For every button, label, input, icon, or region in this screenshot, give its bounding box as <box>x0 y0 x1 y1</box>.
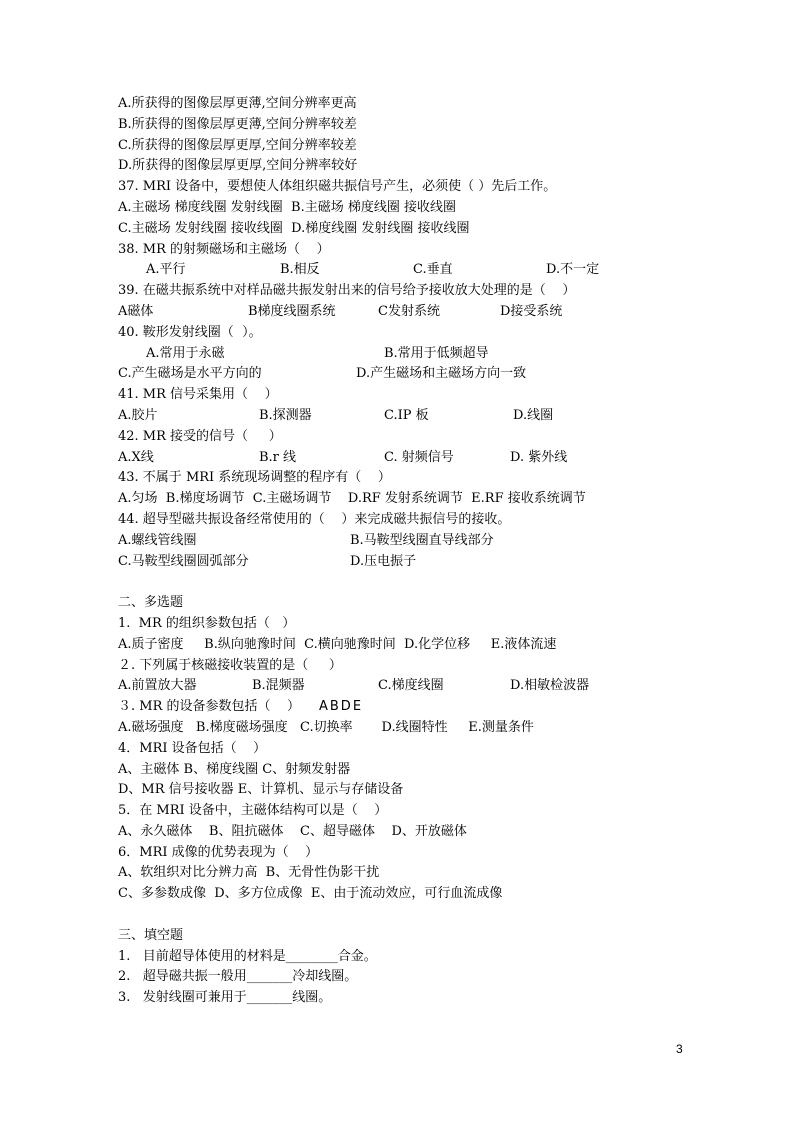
option-line: A.所获得的图像层厚更薄,空间分辨率更高 <box>118 96 357 111</box>
option-b: B.常用于低频超导 <box>384 345 489 361</box>
option-b: B.r 线 <box>259 449 297 465</box>
option-a: A.胶片 <box>118 407 158 423</box>
multi-question-3-options: A.磁场强度 B.梯度磁场强度 C.切换率 D.线圈特性 E.测量条件 <box>118 719 534 735</box>
question-40-options <box>118 364 658 385</box>
question-43-stem: 43. 不属于 MRI 系统现场调整的程序有（ ） <box>118 470 391 486</box>
option-d: D.压电振子 <box>350 553 417 569</box>
multi-question-2-options <box>118 676 658 697</box>
fill-question-3: 3. 发射线圈可兼用于_______线圈。 <box>118 990 332 1006</box>
question-list <box>118 94 658 1009</box>
option-c: C.梯度线圈 <box>378 678 444 694</box>
option-c: C.垂直 <box>413 262 453 278</box>
option-c: C.IP 板 <box>384 407 429 423</box>
multi-question-4-options: A、主磁体 B、梯度线圈 C、射频发射器 <box>118 761 351 777</box>
multi-question-6-stem: 6．MRI 成像的优势表现为（ ） <box>118 844 319 860</box>
multi-question-1-options: A.质子密度 B.纵向驰豫时间 C.横向驰豫时间 D.化学位移 E.液体流速 <box>118 636 557 652</box>
spacer <box>118 572 658 593</box>
multi-question-2-stem: ２. 下列属于核磁接收装置的是（ ） <box>118 657 342 673</box>
multi-question-6-options: A、软组织对比分辨力高 B、无骨性伪影干扰 <box>118 865 380 881</box>
question-37-options: C.主磁场 发射线圈 接收线圈 D.梯度线圈 发射线圈 接收线圈 <box>118 220 470 236</box>
question-44-options <box>118 531 658 552</box>
answer-text: ABDE <box>319 699 364 715</box>
option-line: D.所获得的图像层厚更厚,空间分辨率较好 <box>118 158 358 174</box>
multi-question-5-options: A、永久磁体 B、阻抗磁体 C、超导磁体 D、开放磁体 <box>118 823 467 839</box>
question-38-options <box>118 260 658 281</box>
option-b: B.探测器 <box>259 407 312 423</box>
multi-question-1-stem: 1. MR 的组织参数包括（ ） <box>118 615 296 631</box>
question-38-stem: 38. MR 的射频磁场和主磁场（ ） <box>118 241 330 257</box>
question-41-stem: 41. MR 信号采集用（ ） <box>118 387 278 403</box>
multi-question-3-stem <box>118 697 658 718</box>
question-text: ３. MR 的设备参数包括（ ） <box>118 699 301 715</box>
option-b: B.混频器 <box>252 678 305 694</box>
question-42-stem: 42. MR 接受的信号（ ） <box>118 428 282 444</box>
question-37-options: A.主磁场 梯度线圈 发射线圈 B.主磁场 梯度线圈 接收线圈 <box>118 199 457 215</box>
option-d: D.不一定 <box>546 262 600 278</box>
option-a: A.螺线管线圈 <box>118 532 197 548</box>
option-c: C. 射频信号 <box>384 449 454 465</box>
option-d: D.相敏检波器 <box>510 678 590 694</box>
question-37-stem: 37. MRI 设备中，要想使人体组织磁共振信号产生，必须使（ ）先后工作。 <box>118 179 557 195</box>
section-title-fill-in: 三、填空题 <box>118 927 184 943</box>
option-c: C.产生磁场是水平方向的 <box>118 366 262 382</box>
question-40-stem: 40. 鞍形发射线圈（ ）。 <box>118 324 262 340</box>
option-line: C.所获得的图像层厚更厚,空间分辨率较差 <box>118 137 357 153</box>
question-39-options <box>118 302 658 323</box>
fill-question-1: 1. 目前超导体使用的材料是________合金。 <box>118 948 377 964</box>
multi-question-6-options: C、多参数成像 D、多方位成像 E、由于流动效应，可行血流成像 <box>118 886 503 902</box>
option-d: D.线圈 <box>513 407 554 423</box>
option-a: A.平行 <box>146 262 186 278</box>
question-41-options <box>118 406 658 427</box>
option-a: A.X线 <box>118 449 154 465</box>
section-title-multiple-choice: 二、多选题 <box>118 595 184 611</box>
option-c: C.马鞍型线圈圆弧部分 <box>118 553 249 569</box>
option-a: A.前置放大器 <box>118 678 197 694</box>
page-number: 3 <box>676 1042 683 1056</box>
question-42-options <box>118 448 658 469</box>
option-b: B梯度线圈系统 <box>248 303 336 319</box>
option-d: D接受系统 <box>500 303 563 319</box>
option-d: D.产生磁场和主磁场方向一致 <box>356 366 527 382</box>
question-44-options <box>118 552 658 573</box>
multi-question-4-stem: 4．MRI 设备包括（ ） <box>118 740 267 756</box>
multi-question-5-stem: 5．在 MRI 设备中，主磁体结构可以是（ ） <box>118 803 388 819</box>
question-43-options: A.匀场 B.梯度场调节 C.主磁场调节 D.RF 发射系统调节 E.RF 接收系统调节 <box>118 491 586 507</box>
question-40-options <box>118 344 658 365</box>
option-a: A磁体 <box>118 303 154 319</box>
fill-question-2: 2. 超导磁共振一般用_______冷却线圈。 <box>118 969 358 985</box>
multi-question-4-options: D、MR 信号接收器 E、计算机、显示与存储设备 <box>118 782 404 798</box>
option-line: B.所获得的图像层厚更薄,空间分辨率较差 <box>118 116 357 132</box>
option-a: A.常用于永磁 <box>146 345 225 361</box>
question-39-stem: 39. 在磁共振系统中对样品磁共振发射出来的信号给予接收放大处理的是（ ） <box>118 283 576 299</box>
question-44-stem: 44. 超导型磁共振设备经常使用的（ ）来完成磁共振信号的接收。 <box>118 511 511 527</box>
option-b: B.马鞍型线圈直导线部分 <box>350 532 494 548</box>
spacer <box>118 905 658 926</box>
option-c: C发射系统 <box>378 303 440 319</box>
option-d: D. 紫外线 <box>510 449 568 465</box>
option-b: B.相反 <box>280 262 320 278</box>
